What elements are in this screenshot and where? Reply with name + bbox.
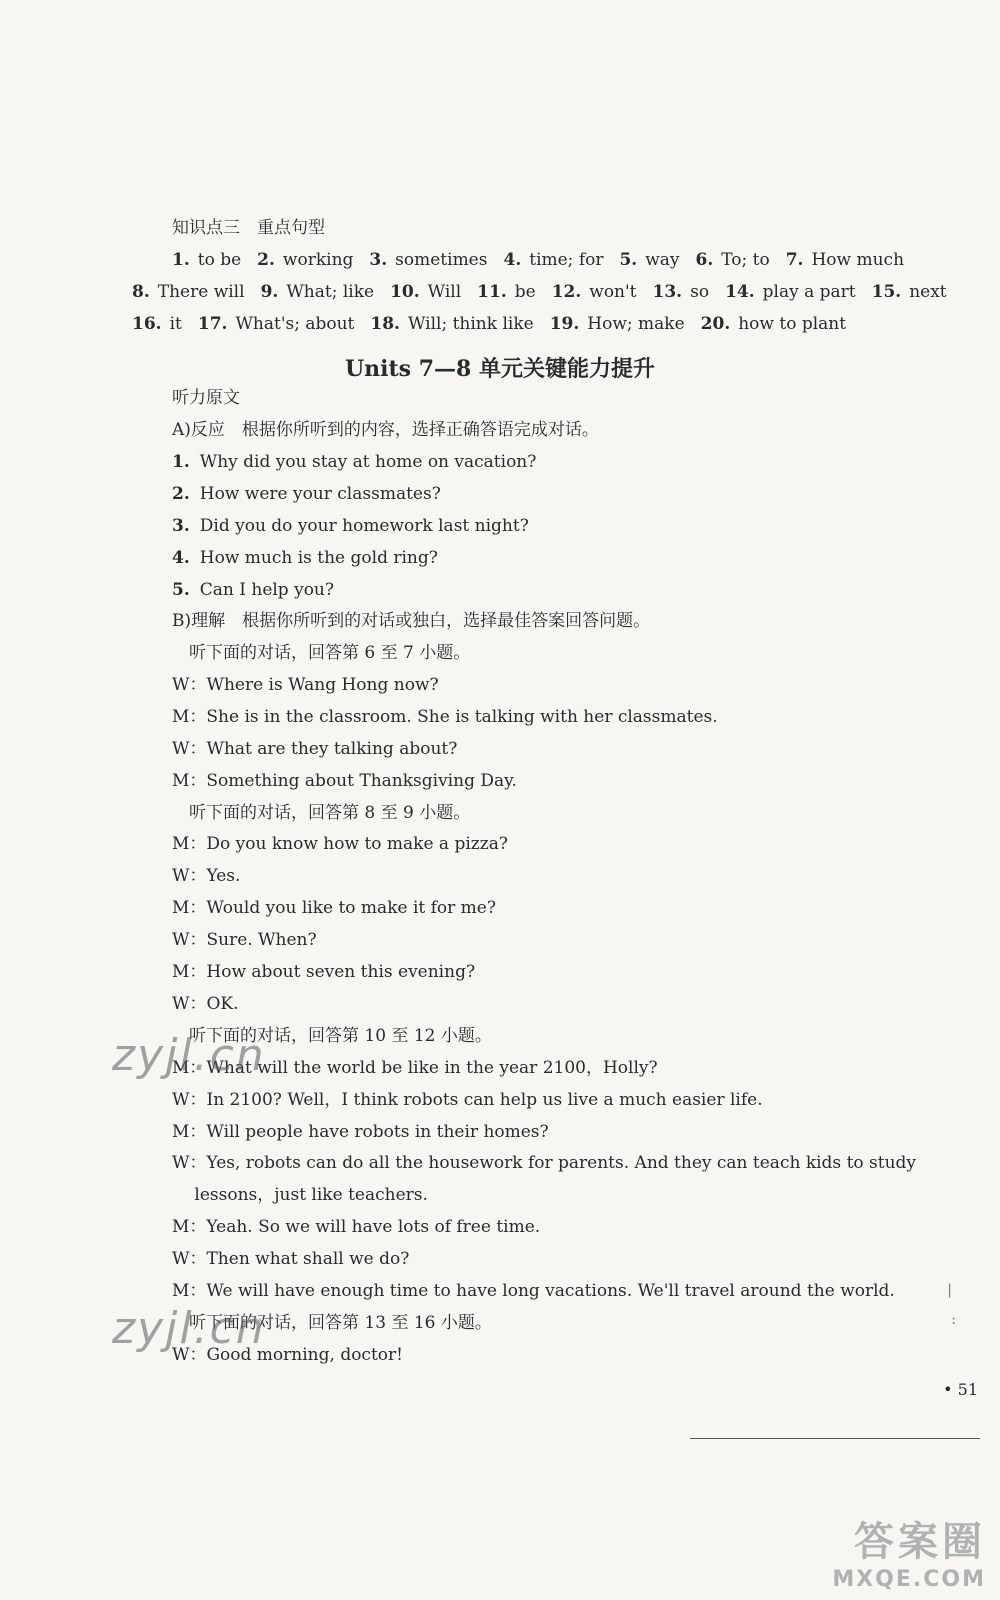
section-heading: 知识点三 重点句型 [172, 218, 325, 238]
logo-bottom-text: MXQE.COM [832, 1567, 986, 1592]
answer-number: 2. [257, 250, 275, 270]
answer-number: 20. [700, 314, 731, 334]
answer-text: won't [589, 282, 637, 302]
question-number: 3. [172, 516, 190, 536]
answer-number: 17. [197, 314, 228, 334]
question-item [172, 546, 438, 570]
dialogue-line: M：Yeah. So we will have lots of free time. [172, 1217, 541, 1237]
question-item [172, 450, 536, 474]
answers-row-3 [132, 312, 862, 336]
answer-text: next [909, 282, 947, 302]
answer-number: 3. [369, 250, 388, 270]
answers-row-2 [132, 280, 963, 304]
answer-number: 14. [725, 282, 755, 302]
question-number: 1. [172, 452, 190, 472]
answer-text: play a part [762, 282, 856, 302]
dialogue-line: W：Where is Wang Hong now? [172, 675, 439, 695]
answer-number: 7. [785, 250, 804, 270]
dialogue-line: W：Yes, robots can do all the housework for parents. And they can teach kids to study [172, 1153, 917, 1173]
answers-row-1 [172, 248, 920, 272]
dialogue-line: W：Good morning, doctor! [172, 1345, 403, 1365]
answer-text: working [282, 250, 354, 270]
dialogue-line: W：What are they talking about? [172, 739, 458, 759]
answer-number: 10. [390, 282, 420, 302]
answer-text: Will [427, 282, 462, 302]
dialogue-line: M：Would you like to make it for me? [172, 898, 496, 918]
answer-text: To; to [721, 250, 770, 270]
dialogue-line: W：OK. [172, 994, 239, 1014]
dialogue-line: W：Sure. When? [172, 930, 317, 950]
dialogue-line: W：Yes. [172, 866, 241, 886]
answer-number: 19. [549, 314, 580, 334]
question-text: Why did you stay at home on vacation? [199, 452, 537, 472]
question-item [172, 578, 334, 602]
question-text: How much is the gold ring? [199, 548, 438, 568]
question-number: 5. [172, 580, 190, 600]
listening-heading: 听力原文 [172, 388, 240, 408]
answer-text: How much [811, 250, 905, 270]
page-number: • 51 [943, 1380, 978, 1399]
answer-number: 9. [260, 282, 279, 302]
dialogue-line: M：Do you know how to make a pizza? [172, 834, 508, 854]
watermark: zyjl.cn [112, 1030, 266, 1081]
answer-number: 16. [132, 314, 162, 334]
dialogue-line: M：Something about Thanksgiving Day. [172, 771, 517, 791]
answer-number: 1. [172, 250, 190, 270]
answer-text: how to plant [738, 314, 847, 334]
answer-text: sometimes [395, 250, 488, 270]
watermark: zyjl.cn [112, 1303, 266, 1354]
dialogue-line: M：We will have enough time to have long vacations. We'll travel around the world. [172, 1281, 895, 1301]
footer-rule [690, 1438, 980, 1439]
question-item [172, 514, 529, 538]
unit-title: Units 7—8 单元关键能力提升 [344, 356, 656, 382]
part-b-instruction: B)理解 根据你所听到的对话或独白，选择最佳答案回答问题。 [172, 611, 651, 631]
dialogue-line: 听下面的对话，回答第 13 至 16 小题。 [172, 1313, 492, 1333]
answer-text: be [514, 282, 536, 302]
answer-number: 18. [370, 314, 400, 334]
answer-text: it [169, 314, 182, 334]
answer-text: Will; think like [407, 314, 534, 334]
dialogue-line: 听下面的对话，回答第 10 至 12 小题。 [172, 1026, 492, 1046]
question-text: How were your classmates? [199, 484, 441, 504]
dialogue-line: 听下面的对话，回答第 6 至 7 小题。 [172, 643, 471, 663]
answer-number: 13. [652, 282, 683, 302]
answer-text: so [690, 282, 710, 302]
logo-top-text: 答案圈 [854, 1519, 986, 1565]
question-number: 4. [172, 548, 190, 568]
question-item [172, 482, 441, 506]
part-a-instruction: A)反应 根据你所听到的内容，选择正确答语完成对话。 [172, 420, 599, 440]
answer-text: There will [157, 282, 245, 302]
answer-number: 15. [871, 282, 902, 302]
answer-text: time; for [529, 250, 604, 270]
answer-text: How; make [587, 314, 685, 334]
answer-number: 11. [477, 282, 507, 302]
answer-text: What; like [286, 282, 375, 302]
answer-text: to be [197, 250, 242, 270]
margin-mark: : [951, 1312, 956, 1328]
question-text: Did you do your homework last night? [199, 516, 529, 536]
answer-number: 8. [132, 282, 150, 302]
margin-mark: | [947, 1282, 952, 1298]
dialogue-line: M：She is in the classroom. She is talking with her classmates. [172, 707, 718, 727]
question-number: 2. [172, 484, 190, 504]
answer-number: 5. [619, 250, 638, 270]
answer-text: What's; about [235, 314, 355, 334]
dialogue-line: M：How about seven this evening? [172, 962, 476, 982]
dialogue-line: M：What will the world be like in the year 2100，Holly? [172, 1058, 658, 1078]
site-logo-watermark [832, 1510, 986, 1592]
answer-number: 4. [503, 250, 522, 270]
answer-number: 6. [695, 250, 714, 270]
dialogue-line: W：In 2100? Well，I think robots can help us live a much easier life. [172, 1090, 763, 1110]
question-text: Can I help you? [199, 580, 334, 600]
dialogue-line: M：Will people have robots in their homes? [172, 1122, 549, 1142]
dialogue-line: W：Then what shall we do? [172, 1249, 410, 1269]
answer-text: way [645, 250, 680, 270]
answer-number: 12. [551, 282, 582, 302]
dialogue-line: 听下面的对话，回答第 8 至 9 小题。 [172, 803, 471, 823]
dialogue-line: lessons，just like teachers. [172, 1185, 428, 1205]
